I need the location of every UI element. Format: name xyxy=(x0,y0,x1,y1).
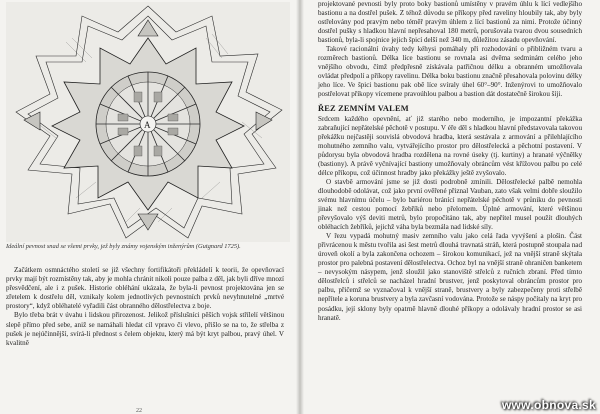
right-page xyxy=(302,0,600,414)
paragraph: Bylo třeba brát v úvahu i lidskou přirozenost. Jelikož příslušníci pěších vojsk střílelí většinou slepě přímo před sebe, aniž se namáhali hledat cíl vpravo či vlevo, přišlo se na to, že střelba z pušek je nejúčinnější, svírá-li přednost s čelem objektu, který má být kryt palbou, pravý úhel. V kvalitně xyxy=(6,311,284,347)
right-page-text xyxy=(318,0,582,323)
paragraph: Takové racionální úvahy tedy kéhysi pomáhaly při rozhodování o přibližném tvaru a rozměrech bastionů. Délka líce bastionu se rovnala asi dvěma sedminám celého jeho vnějšího obvodu, čímž předpřesně získávala patřičnou délku a obranném umožňovala ovládat předpolí a příkopy ravelinu. Délka boku bastionu značně přesahovala polovinu délky jeho líce. Ve špici bastionu pak obě líce svíraly úhel 60°–90°. Inženýrovi to umožňovalo postřelovat příkopy vícemene pravoúhlou palbou a bastion dát dostatečně širokou šíji. xyxy=(318,45,582,99)
paragraph: O stavbě armování jsme se již dosti podrobně zmínili. Dělostřelecké palbě nemohla dlouhodobě odolávat, což jako první ověřené přiznal Vauban, zato však velmi dobře sloužilo svému hlavnímu účelu – bylo bariérou bránící nepřátelské pěchotě v průniku do pevnosti jinak než cestou pomocí žebříků nebo přelomem. Úplné armování, které většinou převyšovalo výš deviti metrů, bylo propočítáno tak, aby nepřítel musel použít dlouhých obléhacích žebříků, jejichž váha byla bezmála nad lidské síly. xyxy=(318,177,582,232)
section-heading: ŘEZ ZEMNÍM VALEM xyxy=(318,103,409,113)
page-number: 22 xyxy=(136,408,142,414)
left-page xyxy=(0,0,298,414)
svg-text:A: A xyxy=(144,120,151,130)
figure-caption: Ideální pevnost snad se všemi prvky, jež byly známy vojenským inženýrům (Gutgnard 1725). xyxy=(6,243,241,250)
paragraph: Srdcem každého opevnění, ať již starého nebo moderního, je impozantní překážka zabraňující nepřátelské pěchotě v postupu. V éře děl s hladkou hlavní představovala takovou překážku nejčastěji souvislá obvodová hradba, která sestávala z armování a přilehlajícího mohutného zemního valu, vytvářejícího prostor pro dělostřelecká a pěchotní postavení. V půdorysu byla obvodová hradba rozdělena na rovné úseky (tj. kurtiny) a hranaté výčnělky (bastiony). A právě vyčnívající bastiony umožňovaly obráncům vést křížovou palbu po celé délce příkopu, což účinnost hradby jako překážky ještě zvyšovalo. xyxy=(318,114,582,177)
left-page-text xyxy=(6,266,284,348)
paragraph: Začátkem osmnáctého století se již všechny fortifikátoři překládelí k teorii, že opevňovací prvky mají být rozmístěny tak, aby je mohla chránit nikoli pouze palba z děl, jak byli dříve mnozí přesvědčení, ale i z pušek. Historie obléhání ukázala, že byla-li pevnost projektována jen se zřetelem k dostřelu děl, vznikaly kolem jednotlivých pevnostních prvků nevyhnutelné „mrtvé prostory“, když obléhatelé vyřadili část obranného dělostřelectva z boje. xyxy=(6,266,284,311)
watermark: www.obnova.sk xyxy=(501,398,596,412)
paragraph: V řezu vypadá mohutný masiv zemního valu jako celá řada vyvýšení a plošin. Část přivrácenou k městu tvořila asi šest metrů dlouhá travnatá stráň, která postupně stoupala nad úroveň okolí a byla zakončena ochozem – širokou komunikací, jež na vnější straně skýtala prostor pro palebná postavení dělostřelectva. Ochoz byl na vnější straně ohraničen banketem – nevysokým násypem, jenž sloužil jako stanoviště střelců z ručních zbraní. Před tímto dělostřelců i střelců se nacházel hradní brustver, jenž poskytoval obráncům prostor pro palbu, přičemž se vyznačoval k vnější straně, brustvery a byly zabezpečeny proti střelbě nepřítele a koruna brustvery a byla zavčasní vodována. Protože se náspy počítaly na kryt pro posádku, její sklony byly opatrně hlavně dlouhé příkopy a odolávaly hradní prostor se asi hranatě. xyxy=(318,232,582,322)
paragraph: projektované pevnosti byly proto boky bastionů umístěny v pravém úhlu k lící vedlejšího bastionu a na dostřel pušek. Z téhož důvodu se příkopy před raveliny hloubily tak, aby byly ostřelovány pod pravým nebo téměř pravým úhlem z lící bastionů za nimi. Protože účinný dostřel pušky s hladkou hlavní nepřesahoval 180 metrů, porušovala tvarou dvou sousedních bastionů, byla-li spojnice jejich špicí delší než 340 m, důležitou zásadu opevňování. xyxy=(318,0,582,45)
fortress-engraving xyxy=(6,2,290,242)
